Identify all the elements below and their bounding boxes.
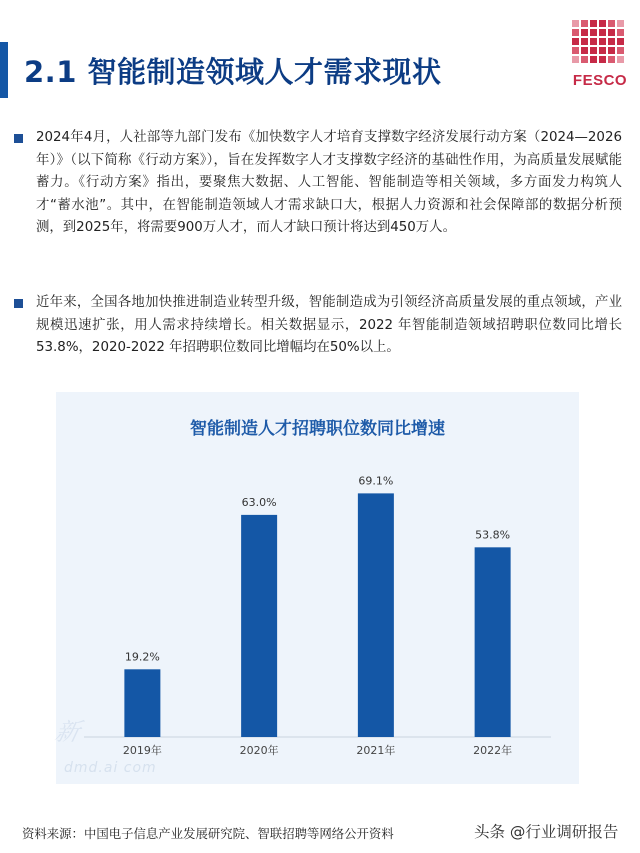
- data-label: 69.1%: [358, 474, 394, 488]
- chart-bar: [124, 669, 160, 737]
- data-label: 53.8%: [475, 528, 511, 542]
- chart-bar: [475, 547, 511, 737]
- x-tick-label: 2019年: [122, 744, 162, 757]
- bar-chart: [56, 392, 579, 784]
- data-label: 19.2%: [124, 650, 160, 664]
- page-title: 2.1 智能制造领域人才需求现状: [24, 55, 442, 89]
- attribution: 头条 @行业调研报告: [474, 823, 619, 841]
- watermark-subtext: dmd.ai com: [64, 760, 157, 776]
- x-tick-label: 2022年: [473, 744, 513, 757]
- paragraph-2: 近年来，全国各地加快推进制造业转型升级，智能制造成为引领经济高质量发展的重点领域，产业规模迅速扩张，用人需求持续增长。相关数据显示，2022 年智能制造领域招聘职位数同比增长53.8%，2020-2022 年招聘职位数同比增幅均在50%以上。: [36, 295, 622, 356]
- chart-panel: [56, 392, 579, 784]
- data-label: 63.0%: [241, 495, 277, 509]
- chart-bar: [358, 493, 394, 737]
- title-accent-bar: [0, 42, 8, 98]
- chart-bar: [241, 515, 277, 737]
- bullet-square-icon: [14, 299, 23, 308]
- x-tick-label: 2020年: [239, 744, 279, 757]
- x-tick-label: 2021年: [356, 744, 396, 757]
- logo-grid-icon: [572, 20, 624, 63]
- watermark-text: 新: [52, 718, 85, 746]
- chart-title: 智能制造人才招聘职位数同比增速: [190, 419, 445, 439]
- paragraph-1: 2024年4月，人社部等九部门发布《加快数字人才培育支撑数字经济发展行动方案（2024—2026年）》（以下简称《行动方案》），旨在发挥数字人才支撑数字经济的基础性作用，为高质量发展赋能蓄力。《行动方案》指出，要聚焦大数据、人工智能、智能制造等相关领域，多方面发力构筑人才“蓄水池”。其中，在智能制造领域人才需求缺口大，根据人力资源和社会保障部的数据分析预测，到2025年，将需要900万人才，而人才缺口预计将达到450万人。: [36, 130, 622, 236]
- source-note: 资料来源：中国电子信息产业发展研究院、智联招聘等网络公开资料: [22, 826, 394, 841]
- bullet-square-icon: [14, 134, 23, 143]
- fesco-logo: [570, 20, 630, 92]
- logo-text: FESCO: [572, 72, 628, 89]
